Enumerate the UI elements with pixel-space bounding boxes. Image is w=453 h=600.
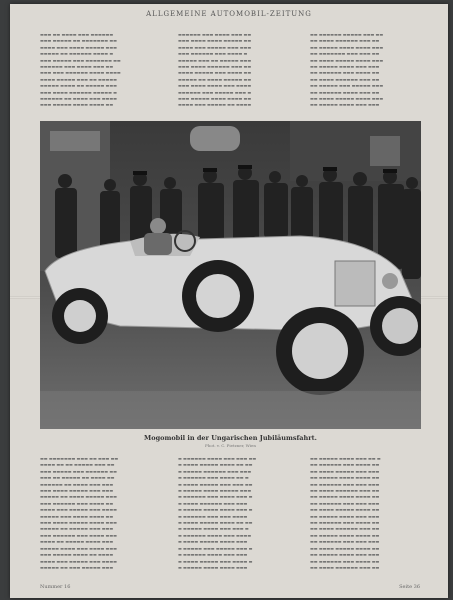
page-number-right: Seite 36 (399, 584, 420, 590)
article-column-top-left: ▬▬▬ ▬▬ ▬▬▬▬ ▬▬▬ ▬▬▬▬▬▬ ▬▬▬ ▬▬▬▬▬ ▬▬ ▬▬▬▬▬▬▬ ▬▬ ▬▬▬▬ ▬▬▬ ▬▬▬▬ ▬▬▬▬▬ ▬▬▬ ▬▬▬▬▬ ▬▬ ▬▬▬▬▬▬ ▬▬▬▬ ▬ ▬▬▬ ▬▬▬▬▬ ▬▬▬ ▬▬▬▬▬▬▬ ▬▬ ▬▬▬▬▬▬ ▬▬▬ ▬▬▬▬ ▬▬▬ ▬▬ ▬▬▬ ▬▬▬ ▬▬▬▬▬▬ ▬▬▬▬ ▬▬▬▬ ▬▬▬▬ ▬▬▬▬▬ ▬▬▬ ▬▬ ▬▬▬▬▬ ▬▬▬▬▬ ▬▬▬▬ ▬▬ ▬▬▬▬▬ ▬▬▬ ▬▬▬ ▬▬▬▬ ▬▬▬▬▬▬ ▬▬▬▬▬ ▬ ▬▬▬▬▬▬ ▬▬ ▬▬▬▬ ▬▬▬ ▬▬▬▬ ▬▬▬ ▬▬▬▬▬ ▬▬▬▬ ▬▬▬▬ ▬▬ (40, 32, 121, 108)
page-number-left: Nummer 16 (40, 584, 71, 590)
photo-caption: Mogomobil in der Ungarischen Jubiläumsfahrt. (144, 434, 317, 442)
page-header: ALLGEMEINE AUTOMOBIL-ZEITUNG (146, 10, 312, 18)
results-list-bottom-mid: ▬ ▬▬▬▬▬▬ ▬▬▬▬ ▬▬▬ ▬▬▬ ▬▬ ▬ ▬▬▬▬ ▬▬▬▬▬ ▬▬▬▬ ▬▬ ▬▬ ▬ ▬▬▬▬▬ ▬▬▬▬▬▬ ▬▬▬ ▬▬▬ ▬ ▬▬▬▬▬▬ ▬▬▬ ▬▬▬▬ ▬▬ ▬ ▬ ▬▬▬▬ ▬▬▬▬▬ ▬▬▬ ▬▬▬ ▬▬ ▬ ▬▬▬▬▬ ▬▬▬▬ ▬▬▬▬▬ ▬▬▬ ▬ ▬▬▬▬▬▬ ▬▬▬ ▬▬▬▬ ▬▬▬ ▬ ▬ ▬▬▬▬ ▬▬▬▬▬▬ ▬▬▬ ▬▬▬ ▬ ▬▬▬▬▬ ▬▬▬▬ ▬▬▬▬ ▬▬▬ ▬ ▬ ▬▬▬▬▬▬ ▬▬▬ ▬▬▬ ▬▬▬▬ ▬ ▬▬▬▬ ▬▬▬▬▬ ▬▬▬▬ ▬▬ ▬▬ ▬ ▬▬▬▬▬ ▬▬▬▬ ▬▬▬ ▬▬▬ ▬ ▬ ▬▬▬▬▬▬ ▬▬▬▬ ▬▬▬ ▬▬▬▬ ▬ ▬▬▬▬ ▬▬▬▬▬ ▬▬▬▬ ▬▬▬ ▬ ▬▬▬▬▬ ▬▬▬ ▬▬▬▬▬ ▬▬▬ ▬ ▬ ▬▬▬▬▬▬ ▬▬▬▬ ▬▬▬ ▬▬▬ ▬ ▬▬▬▬ ▬▬▬▬▬ ▬▬▬ ▬▬▬▬ ▬ ▬ ▬▬▬▬▬ ▬▬▬▬ ▬▬▬▬ ▬▬▬ (178, 456, 257, 570)
article-column-top-mid: ▬▬▬▬▬▬ ▬▬▬ ▬▬▬▬ ▬▬▬ ▬▬ ▬▬▬ ▬▬▬▬ ▬▬▬▬ ▬▬▬▬▬ ▬▬ ▬▬▬▬ ▬▬▬ ▬▬▬▬▬ ▬▬▬ ▬▬▬ ▬▬▬ ▬▬▬▬▬▬ ▬▬▬ ▬▬▬▬ ▬ ▬▬▬▬▬ ▬▬▬ ▬▬ ▬▬▬▬▬ ▬▬▬ ▬▬▬ ▬▬▬▬ ▬▬▬▬▬▬ ▬▬▬ ▬▬ ▬▬▬▬ ▬▬▬▬▬ ▬▬▬ ▬▬▬▬ ▬▬ ▬▬▬▬▬ ▬▬ ▬▬▬▬ ▬▬▬▬▬ ▬▬ ▬▬▬ ▬▬▬▬ ▬▬▬▬ ▬▬▬ ▬▬▬▬ ▬▬▬▬▬▬ ▬▬▬ ▬▬▬▬▬ ▬▬▬ ▬ ▬▬▬ ▬▬▬▬▬ ▬▬▬▬ ▬▬▬▬ ▬▬ ▬▬▬▬ ▬▬▬ ▬▬▬▬▬ ▬▬ ▬▬▬▬ (178, 32, 252, 108)
results-list-bottom-right: ▬▬ ▬▬▬▬▬ ▬▬▬▬ ▬▬▬ ▬▬ ▬ ▬▬ ▬▬▬▬▬▬ ▬▬▬ ▬▬▬▬ ▬▬ ▬▬ ▬▬▬▬ ▬▬▬▬▬ ▬▬▬ ▬▬▬ ▬▬ ▬▬▬▬▬ ▬▬▬▬ ▬▬▬▬ ▬▬ ▬▬ ▬▬▬▬▬▬ ▬▬▬ ▬▬▬ ▬▬▬ ▬▬ ▬▬▬▬ ▬▬▬▬▬▬ ▬▬▬ ▬▬ ▬▬ ▬▬▬▬▬ ▬▬▬▬ ▬▬▬▬ ▬▬ ▬▬ ▬▬▬▬▬▬ ▬▬▬ ▬▬▬ ▬▬▬ ▬▬ ▬▬▬▬ ▬▬▬▬▬ ▬▬▬▬ ▬▬ ▬▬ ▬▬▬▬▬ ▬▬▬▬ ▬▬▬ ▬▬▬ ▬▬ ▬▬▬▬▬▬ ▬▬▬ ▬▬▬▬ ▬▬ ▬▬ ▬▬▬▬ ▬▬▬▬▬▬ ▬▬▬ ▬▬ ▬▬ ▬▬▬▬▬ ▬▬▬▬ ▬▬▬▬ ▬▬ ▬▬ ▬▬▬▬▬▬ ▬▬▬ ▬▬▬ ▬▬▬ ▬▬ ▬▬▬▬ ▬▬▬▬▬ ▬▬▬▬ ▬▬ ▬▬ ▬▬▬▬▬ ▬▬▬▬ ▬▬▬ ▬▬▬ ▬▬ ▬▬▬▬▬▬ ▬▬▬ ▬▬▬▬ ▬▬ ▬▬ ▬▬▬▬ ▬▬▬▬▬▬ ▬▬▬ ▬▬ (310, 456, 381, 570)
race-photograph (40, 121, 421, 429)
newspaper-page (10, 4, 448, 598)
photo-credit: Phot. v. C. Pietzner, Wien (205, 443, 256, 448)
results-list-top-right: ▬▬ ▬▬▬▬▬▬ ▬▬▬▬▬ ▬▬▬ ▬▬ ▬▬ ▬▬▬▬ ▬▬▬▬▬▬ ▬▬▬ ▬▬ ▬▬ ▬▬▬▬▬ ▬▬▬▬ ▬▬▬▬ ▬▬▬ ▬▬ ▬▬▬▬▬▬▬ ▬▬▬ ▬▬▬ ▬▬ ▬▬ ▬▬▬▬ ▬▬▬▬▬ ▬▬▬▬ ▬▬▬ ▬▬ ▬▬▬▬▬ ▬▬▬▬ ▬▬▬ ▬▬▬ ▬▬ ▬▬▬▬▬▬ ▬▬▬ ▬▬▬▬ ▬▬ ▬▬ ▬▬▬▬ ▬▬▬▬▬▬ ▬▬▬ ▬▬ ▬▬ ▬▬▬▬▬ ▬▬▬ ▬▬▬▬▬ ▬▬▬ ▬▬ ▬▬▬▬▬▬ ▬▬▬▬ ▬▬▬ ▬▬ ▬▬ ▬▬▬▬ ▬▬▬▬▬ ▬▬▬▬ ▬▬▬ ▬▬ ▬▬▬▬▬ ▬▬▬▬ ▬▬▬ ▬▬▬ (310, 32, 384, 108)
article-column-bottom-left: ▬▬ ▬▬▬▬▬▬▬ ▬▬▬ ▬▬ ▬▬▬ ▬▬ ▬▬▬▬ ▬▬ ▬▬ ▬▬▬▬▬ ▬▬▬ ▬▬ ▬▬▬ ▬▬▬▬▬ ▬▬▬ ▬▬▬▬▬▬ ▬▬ ▬▬▬ ▬▬ ▬▬▬▬▬ ▬▬ ▬▬▬▬ ▬▬ ▬▬▬▬▬▬ ▬▬ ▬▬▬▬ ▬▬▬ ▬▬▬ ▬▬▬ ▬▬▬▬ ▬▬▬▬▬ ▬▬▬ ▬▬▬ ▬▬▬▬▬ ▬▬ ▬▬▬▬ ▬▬▬▬▬ ▬▬▬ ▬▬▬ ▬▬▬▬▬▬ ▬▬▬ ▬▬▬▬ ▬▬ ▬▬▬▬ ▬▬▬ ▬▬▬▬▬ ▬▬▬ ▬▬▬▬ ▬▬▬▬▬ ▬▬▬ ▬▬▬▬ ▬▬▬▬ ▬▬ ▬▬▬ ▬▬▬▬ ▬▬▬▬▬ ▬▬▬▬ ▬▬▬ ▬▬▬▬▬ ▬▬ ▬▬▬▬▬ ▬▬▬ ▬▬▬ ▬▬▬ ▬▬▬▬▬▬ ▬▬▬ ▬▬▬▬ ▬▬▬ ▬▬▬▬ ▬▬ ▬▬▬▬▬ ▬▬▬▬ ▬▬▬ ▬▬▬▬▬ ▬▬▬▬ ▬▬▬ ▬▬▬▬ ▬▬▬ ▬▬▬ ▬▬▬▬▬ ▬▬▬▬ ▬▬ ▬▬▬▬ ▬▬▬▬ ▬▬▬ ▬▬▬▬▬ ▬▬▬ ▬▬▬▬ ▬▬▬▬▬ ▬▬ ▬▬▬ ▬▬▬▬▬ ▬▬▬ (40, 456, 119, 570)
